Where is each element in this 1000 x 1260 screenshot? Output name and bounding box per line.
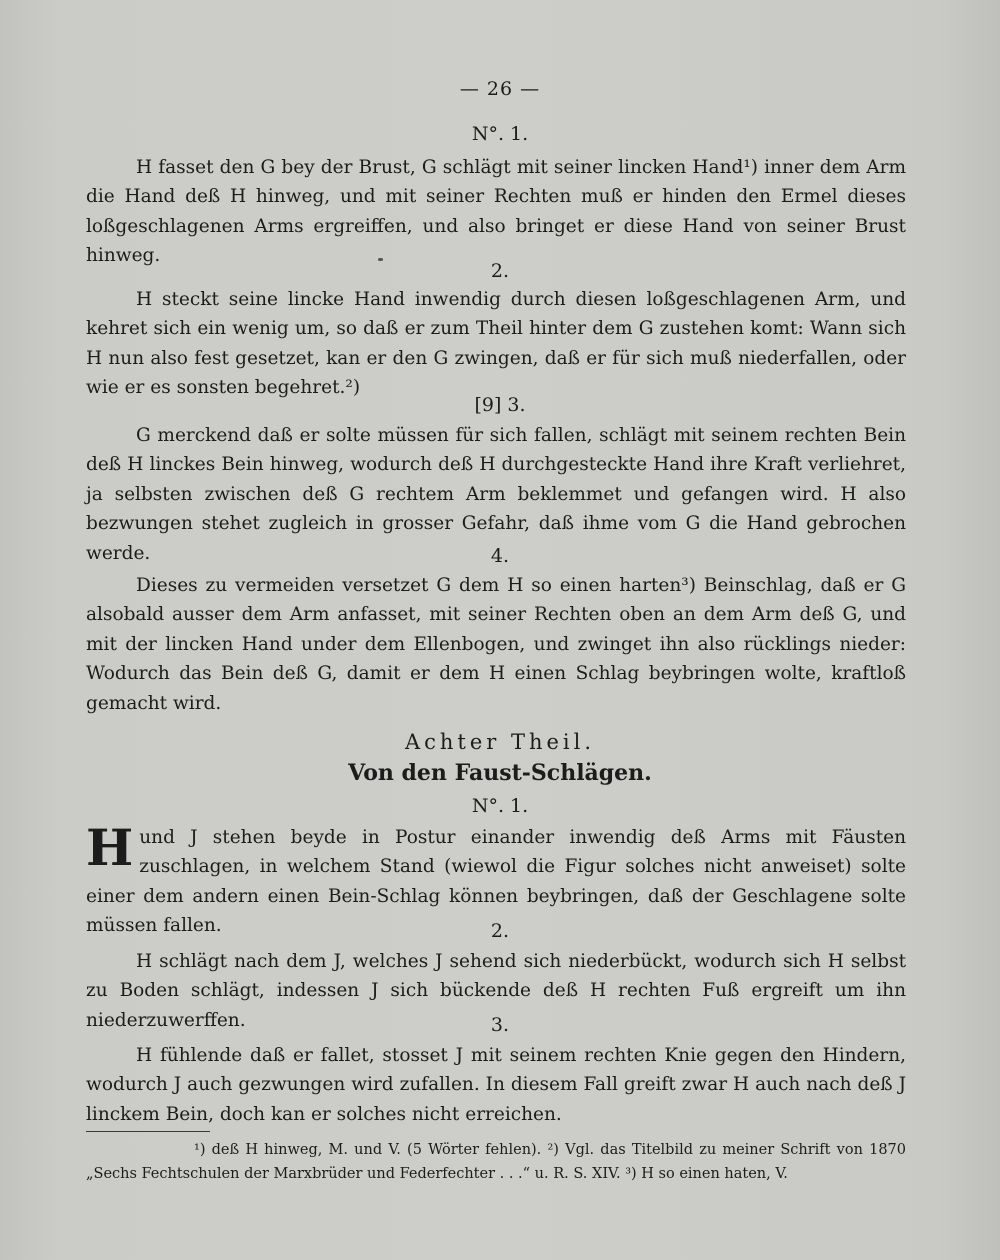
section-number-1: N°. 1. xyxy=(471,123,529,145)
page-number: — 26 — xyxy=(459,78,541,100)
paragraph-4 xyxy=(86,571,906,718)
paragraph-text: H fasset den G bey der Brust, G schlägt mit seiner lincken Hand¹) inner dem Arm die Hand deß H hinweg, und mit seiner Rechten muß er hinden den Ermel dieses loßgeschlagenen Arms ergreiffen, und also bringet er diese Hand von seiner Brust hinweg. xyxy=(86,157,906,267)
footnote-text: ¹) deß H hinweg, M. und V. (5 Wörter fehlen). ²) Vgl. das Titelbild zu meiner Schrift von 1870 „Sechs Fechtschulen der Marxbrüder und Federfechter . . .“ u. R. S. XIV. ³) H so einen haten, V. xyxy=(86,1142,906,1182)
section-number-4: 4. xyxy=(490,545,510,567)
paragraph-text: H schlägt nach dem J, welches J sehend sich niederbückt, wodurch sich H selbst zu Boden schlägt, indessen J sich bückende deß H rechten Fuß ergreift um ihn niederzuwerffen. xyxy=(86,951,906,1031)
paragraph-text: G merckend daß er solte müssen für sich fallen, schlägt mit seinem rechten Bein deß H linckes Bein hinweg, wodurch deß H durchgesteckte Hand ihre Kraft verliehret, ja selbsten zwischen deß G rechtem Arm beklemmet und gefangen wird. H also bezwungen stehet zugleich in grosser Gefahr, daß ihme vom G die Hand gebrochen werde. xyxy=(86,425,906,564)
footnote-rule xyxy=(86,1131,210,1132)
part-title: Von den Faust-Schlägen. xyxy=(348,760,652,786)
drop-cap: H xyxy=(86,818,134,877)
section-number-p2-1: N°. 1. xyxy=(471,795,529,817)
paragraph-p2-3 xyxy=(86,1041,906,1129)
part-heading: Achter Theil. xyxy=(404,730,596,754)
footnotes xyxy=(86,1138,906,1186)
section-number-2: 2. xyxy=(490,260,510,282)
paragraph-1 xyxy=(86,153,906,271)
paragraph-2 xyxy=(86,285,906,403)
paragraph-text: H steckt seine lincke Hand inwendig durch diesen loßgeschlagenen Arm, und kehret sich ein wenig um, so daß er zum Theil hinter dem G zustehen komt: Wann sich H nun also fest gesetzet, kan er den G zwingen, daß er für sich muß niederfallen, oder wie er es sonsten begehret.²) xyxy=(86,289,906,399)
paragraph-text: H fühlende daß er fallet, stosset J mit seinem rechten Knie gegen den Hindern, wodurch J auch gezwungen wird zufallen. In diesem Fall greift zwar H auch nach deß J linckem Bein, doch kan er solches nicht erreichen. xyxy=(86,1045,906,1125)
paragraph-text: und J stehen beyde in Postur einander inwendig deß Arms mit Fäusten zuschlagen, in welchem Stand (wiewol die Figur solches nicht anweiset) solte einer dem andern einen Bein-Schlag können beybringen, daß der Geschlagene solte müssen fallen. xyxy=(86,827,906,937)
paragraph-text: Dieses zu vermeiden versetzet G dem H so einen harten³) Beinschlag, daß er G alsobald ausser dem Arm anfasset, mit seiner Rechten oben an dem Arm deß G, und mit der lincken Hand under dem Ellenbogen, und zwinget ihn also rücklings nieder: Wodurch das Bein deß G, damit er dem H einen Schlag beybringen wolte, kraftloß gemacht wird. xyxy=(86,575,906,714)
section-number-p2-3: 3. xyxy=(490,1014,510,1036)
section-number-p2-2: 2. xyxy=(490,920,510,942)
section-number-3: [9] 3. xyxy=(474,394,526,416)
